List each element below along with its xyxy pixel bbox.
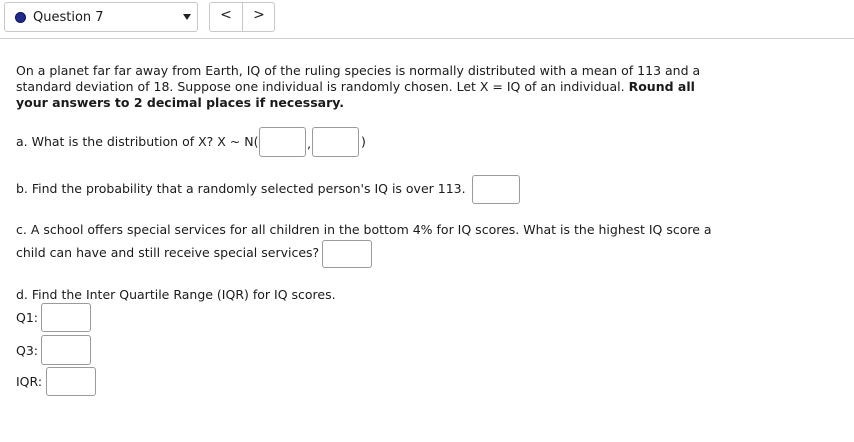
part-a-close: ) <box>361 134 366 149</box>
previous-question-button[interactable]: < <box>220 7 232 23</box>
mean-input[interactable] <box>259 127 306 157</box>
chevron-down-icon <box>183 14 191 20</box>
problem-line-1: On a planet far far away from Earth, IQ of the ruling species is normally distributed with a mean of 113 and a <box>16 63 701 78</box>
q1-label: Q1: <box>16 310 39 325</box>
part-a-prompt: a. What is the distribution of X? X ~ N( <box>16 134 259 149</box>
part-b-prompt: b. Find the probability that a randomly selected person's IQ is over 113. <box>16 181 466 196</box>
status-dot-icon <box>15 12 26 23</box>
question-selector[interactable] <box>4 2 198 32</box>
rounding-instruction-start: Round all <box>628 79 695 94</box>
question-nav <box>209 2 275 32</box>
part-d-prompt: d. Find the Inter Quartile Range (IQR) for IQ scores. <box>16 287 336 302</box>
probability-input[interactable] <box>472 175 520 204</box>
next-question-button[interactable]: > <box>253 7 265 23</box>
problem-line-2 <box>16 79 695 95</box>
q3-input[interactable] <box>41 335 91 365</box>
part-a-separator: , <box>307 136 311 151</box>
standard-deviation-input[interactable] <box>312 127 359 157</box>
highest-iq-input[interactable] <box>322 240 372 268</box>
iqr-input[interactable] <box>46 367 96 396</box>
q1-input[interactable] <box>41 303 91 332</box>
question-toolbar <box>0 0 854 39</box>
iqr-label: IQR: <box>16 374 43 389</box>
part-c-line-2: child can have and still receive special services? <box>16 245 320 260</box>
question-label: Question 7 <box>33 10 104 25</box>
q3-label: Q3: <box>16 343 39 358</box>
problem-line-2-text: standard deviation of 18. Suppose one individual is randomly chosen. Let X = IQ of an individual. <box>16 79 625 94</box>
part-c-line-1: c. A school offers special services for all children in the bottom 4% for IQ scores. What is the highest IQ score a <box>16 222 712 237</box>
rounding-instruction-end: your answers to 2 decimal places if necessary. <box>16 95 345 110</box>
